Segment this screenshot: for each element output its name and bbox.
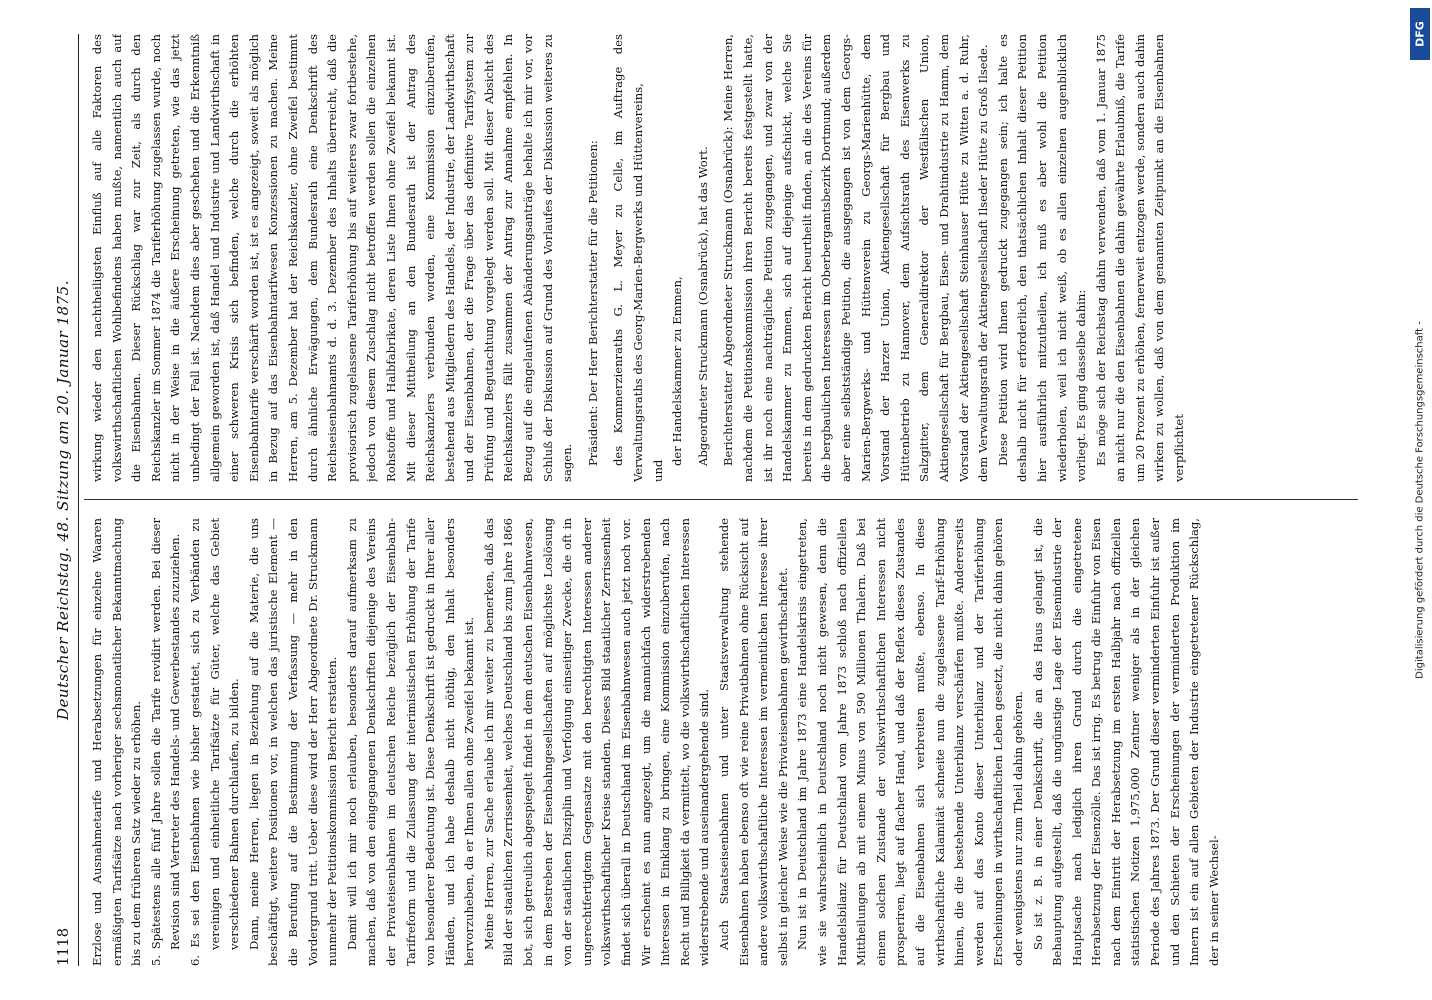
page-title: Deutscher Reichstag. 48. Sitzung am 20. Januar 1875. <box>54 280 72 720</box>
page-number: 1118 <box>54 927 72 966</box>
paragraph: der Handelskammer zu Emmen, <box>670 276 685 466</box>
right-column <box>88 34 1358 482</box>
paragraph: Abgeordneter Struckmann (Osnabrück), hat das Wort. <box>695 146 710 466</box>
quoted-paragraph: Es möge sich der Reichstag dahin verwenden, daß vom 1. Januar 1875 an nicht nur die den Eisenbahnen die dahin gewährte Erlaubniß, die Tarife um 20 Prozent zu erhöhen, fernerweit entzogen werde, sondern auch dahin wirken zu wollen, daß von dem genannten Zeitpunkt an die Eisenbahnen verpflichtet <box>1093 34 1187 482</box>
paragraph: Meine Herren, zur Sache erlaube ich mir weiter zu bemerken, daß das Bild der staatlichen Zerrissenheit, welches Deutschland bis zum Jahre 1866 bot, sich getreulich abgespiegelt findet in dem deutschen Eisenbahnwesen, in dem Bestreben der Eisenbahngesellschaften auf möglichste Loslösung von der staatlichen Disziplin und Verfolgung einseitiger Zwecke, die oft in ungerechtfertigtem Gegensatze mit den berechtigten Interessen anderer volkswirthschaftlicher Kreise standen. Dieses Bild staatlicher Zerrissenheit findet sich überall in Deutschland im Eisenbahnwesen auch jetzt noch vor. Wir erscheint es nun angezeigt, um die mannichfach widerstrebenden Interessen in Einklang zu bringen, eine Kommission einzuberufen, nach Recht und Billigkeit da vermittelt, wo die volkswirthschaftlichen Interessen widerstrebende und auseinandergehende sind. <box>481 518 712 966</box>
list-item: 6. Es sei den Eisenbahnen wie bisher gestattet, sich zu Verbänden zu vereinigen und einheitliche Tarifsätze für Güter, welche das Gebiet verschiedener Bahnen durchlaufen, zu bilden. <box>187 518 242 966</box>
dfg-logo <box>1410 8 1430 60</box>
paragraph: und <box>650 459 665 482</box>
logo-text: DFG <box>1413 21 1427 47</box>
paragraph: Diese Petition wird Ihnen gedruckt zugegangen sein; ich halte es deshalb nicht für erforderlich, den thatsächlichen Inhalt dieser Petition hier ausführlich mitzutheilen, ich muß es aber wohl die Petition wiederholen, weil ich nicht weiß, ob es allen einzelnen augenblicklich vorliegt. Es ging dasselbe dahin: <box>995 34 1089 482</box>
printed-page <box>54 34 1372 966</box>
paragraph: Dann, meine Herren, liegen in Beziehung auf die Materie, die uns beschäftigt, weitere Positionen vor, in welchen das juristische Element — die Berufung auf die Bestimmung der Verfassung — mehr in den Vordergrund tritt. Ueber diese wird der Herr Abgeordnete Dr. Struckmann nunmehr der Petitionskommission Bericht erstatten. <box>246 518 340 966</box>
header-rule <box>78 34 79 966</box>
speaker-paragraph: Berichterstatter Abgeordneter Struckmann (Osnabrück): Meine Herren, nachdem die Petitionskommission ihren Bericht bereits festgestellt hatte, ist ihr noch eine nachträgliche Petition zugegangen, und zwar von der Handelskammer zu Emmen, sich auf diejenige aufschickt, welche Sie bereits in dem gedruckten Bericht beurtheilt finden, an die des Vereins für die bergbaulichen Interessen im Oberbergamtsbezirk Dortmund; außerdem aber eine selbstständige Petition, die ausgegangen ist von dem Georgs-Marien-Bergwerks- und Hüttenverein zu Georgs-Marienhütte, dem Vorstand der Harzer Union, Aktiengesellschaft für Bergbau und Hüttenbetrieb zu Hannover, dem Aufsichtsrath des Eisenwerks zu Salzgitter, dem Generaldirektor der Westfälischen Union, Aktiengesellschaft für Bergbau, Eisen- und Drahtindustrie zu Hamm, dem Vorstand der Aktiengesellschaft Steinhauser Hütte zu Witten a. d. Ruhr, dem Verwaltungsrath der Aktiengesellschaft Ilseder Hütte zu Groß Ilsede. <box>721 34 991 482</box>
list-item: 5. Spätestens alle fünf Jahre sollen die Tarife revidirt werden. Bei dieser Revision sind Vertreter des Handels- und Gewerbestandes zuzuziehen. <box>148 518 183 966</box>
paragraph: wirkung wieder den nachtheiligsten Einfluß auf alle Faktoren des volkswirthschaftlichen Wohlbefindens haben mußte, namentlich auch auf die Eisenbahnen. Dieser Rückschlag war zur Zeit, als durch den Reichskanzler im Sommer 1874 die Tariferhöhung zugelassen wurde, noch nicht in der Weise in die äußere Erscheinung getreten, wie das jetzt unbedingt der Fall ist. Nachdem dies aber geschehen und die Erkenntniß allgemein geworden ist, daß Handel und Industrie und Landwirthschaft in einer schweren Krisis sich befinden, welche durch die erhöhten Eisenbahntarife verschärft worden ist, ist es angezeigt, soweit als möglich in Bezug auf das Eisenbahntarifwesen Konzessionen zu machen. Meine Herren, am 5. Dezember hat der Reichskanzler, ohne Zweifel bestimmt durch ähnliche Erwägungen, dem Bundesrath eine Denkschrift des Reichseisenbahnamts d. d. 3. Dezember des Inhalts überreicht, daß die provisorisch zugelassene Tariferhöhung bis auf weiteres zwar fortbestehe, jedoch von diesem Zuschlag nicht betroffen werden sollen die einzelnen Rohstoffe und Halbfabrikate, deren Liste Ihnen ohne Zweifel bekannt ist. Mit dieser Mittheilung an den Bundesrath ist der Antrag des Reichskanzlers verbunden worden, eine Kommission einzuberufen, bestehend aus Mitgliedern des Handels, der Industrie, der Landwirthschaft und der Eisenbahnen, der die Frage über das definitive Tarifsystem zur Prüfung und Begutachtung vorgelegt werden soll. Mit dieser Absicht des Reichskanzlers fällt zusammen der Antrag zur Annahme empfehlen. In Bezug auf die eingelaufenen Abänderungsanträge behalte ich mir vor, vor Schluß der Diskussion auf Grund des Vorlaufes der Diskussion weiteres zu sagen. <box>90 34 575 482</box>
paragraph: Nun ist in Deutschland im Jahre 1873 eine Handelskrisis eingetreten, wie sie wahrscheinlich in Deutschland noch nicht gewesen, denn die Handelsbilanz für Deutschland vom Jahre 1873 schloß nach offiziellen Mittheilungen ab mit einem Minus von 590 Millionen Thalern. Daß bei einem solchen Zustande der volkswirthschaftlichen Interessen nicht prosperiren, liegt auf flacher Hand, und daß der Reflex dieses Zustandes auf die Eisenbahnen sich verbreiten mußte, ebenso. In diese wirthschaftliche Kalamität schneite nun die zugelassene Tarif-Erhöhung hinein, die die bestehende Unterbilanz verschärfen mußte. Andererseits werden auf das Konto dieser Unterbilanz und der Tariferhöhung Erscheinungen in wirthschaftlichen Leben gesetzt, die nicht dahin gehören oder wenigstens nur zum Theil dahin gehören. <box>795 518 1025 966</box>
paragraph: Auch Staatseisenbahnen und unter Staatsverwaltung stehende Eisenbahnen haben ebenso oft wie reine Privatbahnen ohne Rücksicht auf andere volkswirthschaftliche Interessen im vermeintlichen Interesse ihrer selbst in gleicher Weise wie die Privateisenbahnen gewirthschaftet. <box>717 518 790 966</box>
running-header <box>54 34 76 966</box>
paragraph: des Kommerzienraths G. L. Meyer zu Celle, im Auftrage des Verwaltungsraths des Georg-Marien-Bergwerks und Hüttenvereins, <box>611 34 646 482</box>
column-divider <box>84 499 1358 500</box>
paragraph: Damit will ich mir noch erlauben, besonders darauf aufmerksam zu machen, daß von den eingegangenen Denkschriften diejenige des Vereins der Privateisenbahnen im deutschen Reiche bezüglich der Eisenbahn-Tarifreform und die Zulassung der interimistischen Erhöhung der Tarife von besonderer Bedeutung ist. Diese Denkschrift ist gedruckt in Ihrer aller Händen, und ich habe deshalb nicht nöthig, den Inhalt besonders hervorzuheben, da er Ihnen allen ohne Zweifel bekannt ist. <box>344 518 477 966</box>
left-column <box>88 518 1358 966</box>
speaker-paragraph: Präsident: Der Herr Berichterstatter für die Petitionen: <box>585 140 600 466</box>
funding-note: Digitalisierung gefördert durch die Deutsche Forschungsgemeinschaft - <box>1414 321 1426 679</box>
paragraph: Erzlose und Ausnahmetarife und Herabsetzungen für einzelne Waaren ermäßigten Tarifsätze nach vorheriger sechsmonatlicher Bekanntmachung bis zu dem früheren Satz wieder zu erhöhen. <box>90 518 144 966</box>
paragraph: So ist z. B. in einer Denkschrift, die an das Haus gelangt ist, die Behauptung aufgestellt, daß die ungünstige Lage der Eisenindustrie der Hauptsache nach lediglich ihren Grund durch die eingetretene Herabsetzung der Eisenzölle. Das ist irrig. Es betrug die Einfuhr von Eisen nach dem Eintritt der Herabsetzung im ersten Halbjahr nach offiziellen statistischen Notizen 1,975,000 Zentner weniger als in der gleichen Periode des Jahres 1873. Der Grund dieser verminderten Einfuhr ist außer und den Schieten der Erscheinungen der verminderten Produktion im Innern ist ein auf allen Gebieten der Industrie eingetretener Rückschlag, der in seiner Wechsel- <box>1030 518 1221 966</box>
funding-sidebar <box>1408 0 1432 1000</box>
